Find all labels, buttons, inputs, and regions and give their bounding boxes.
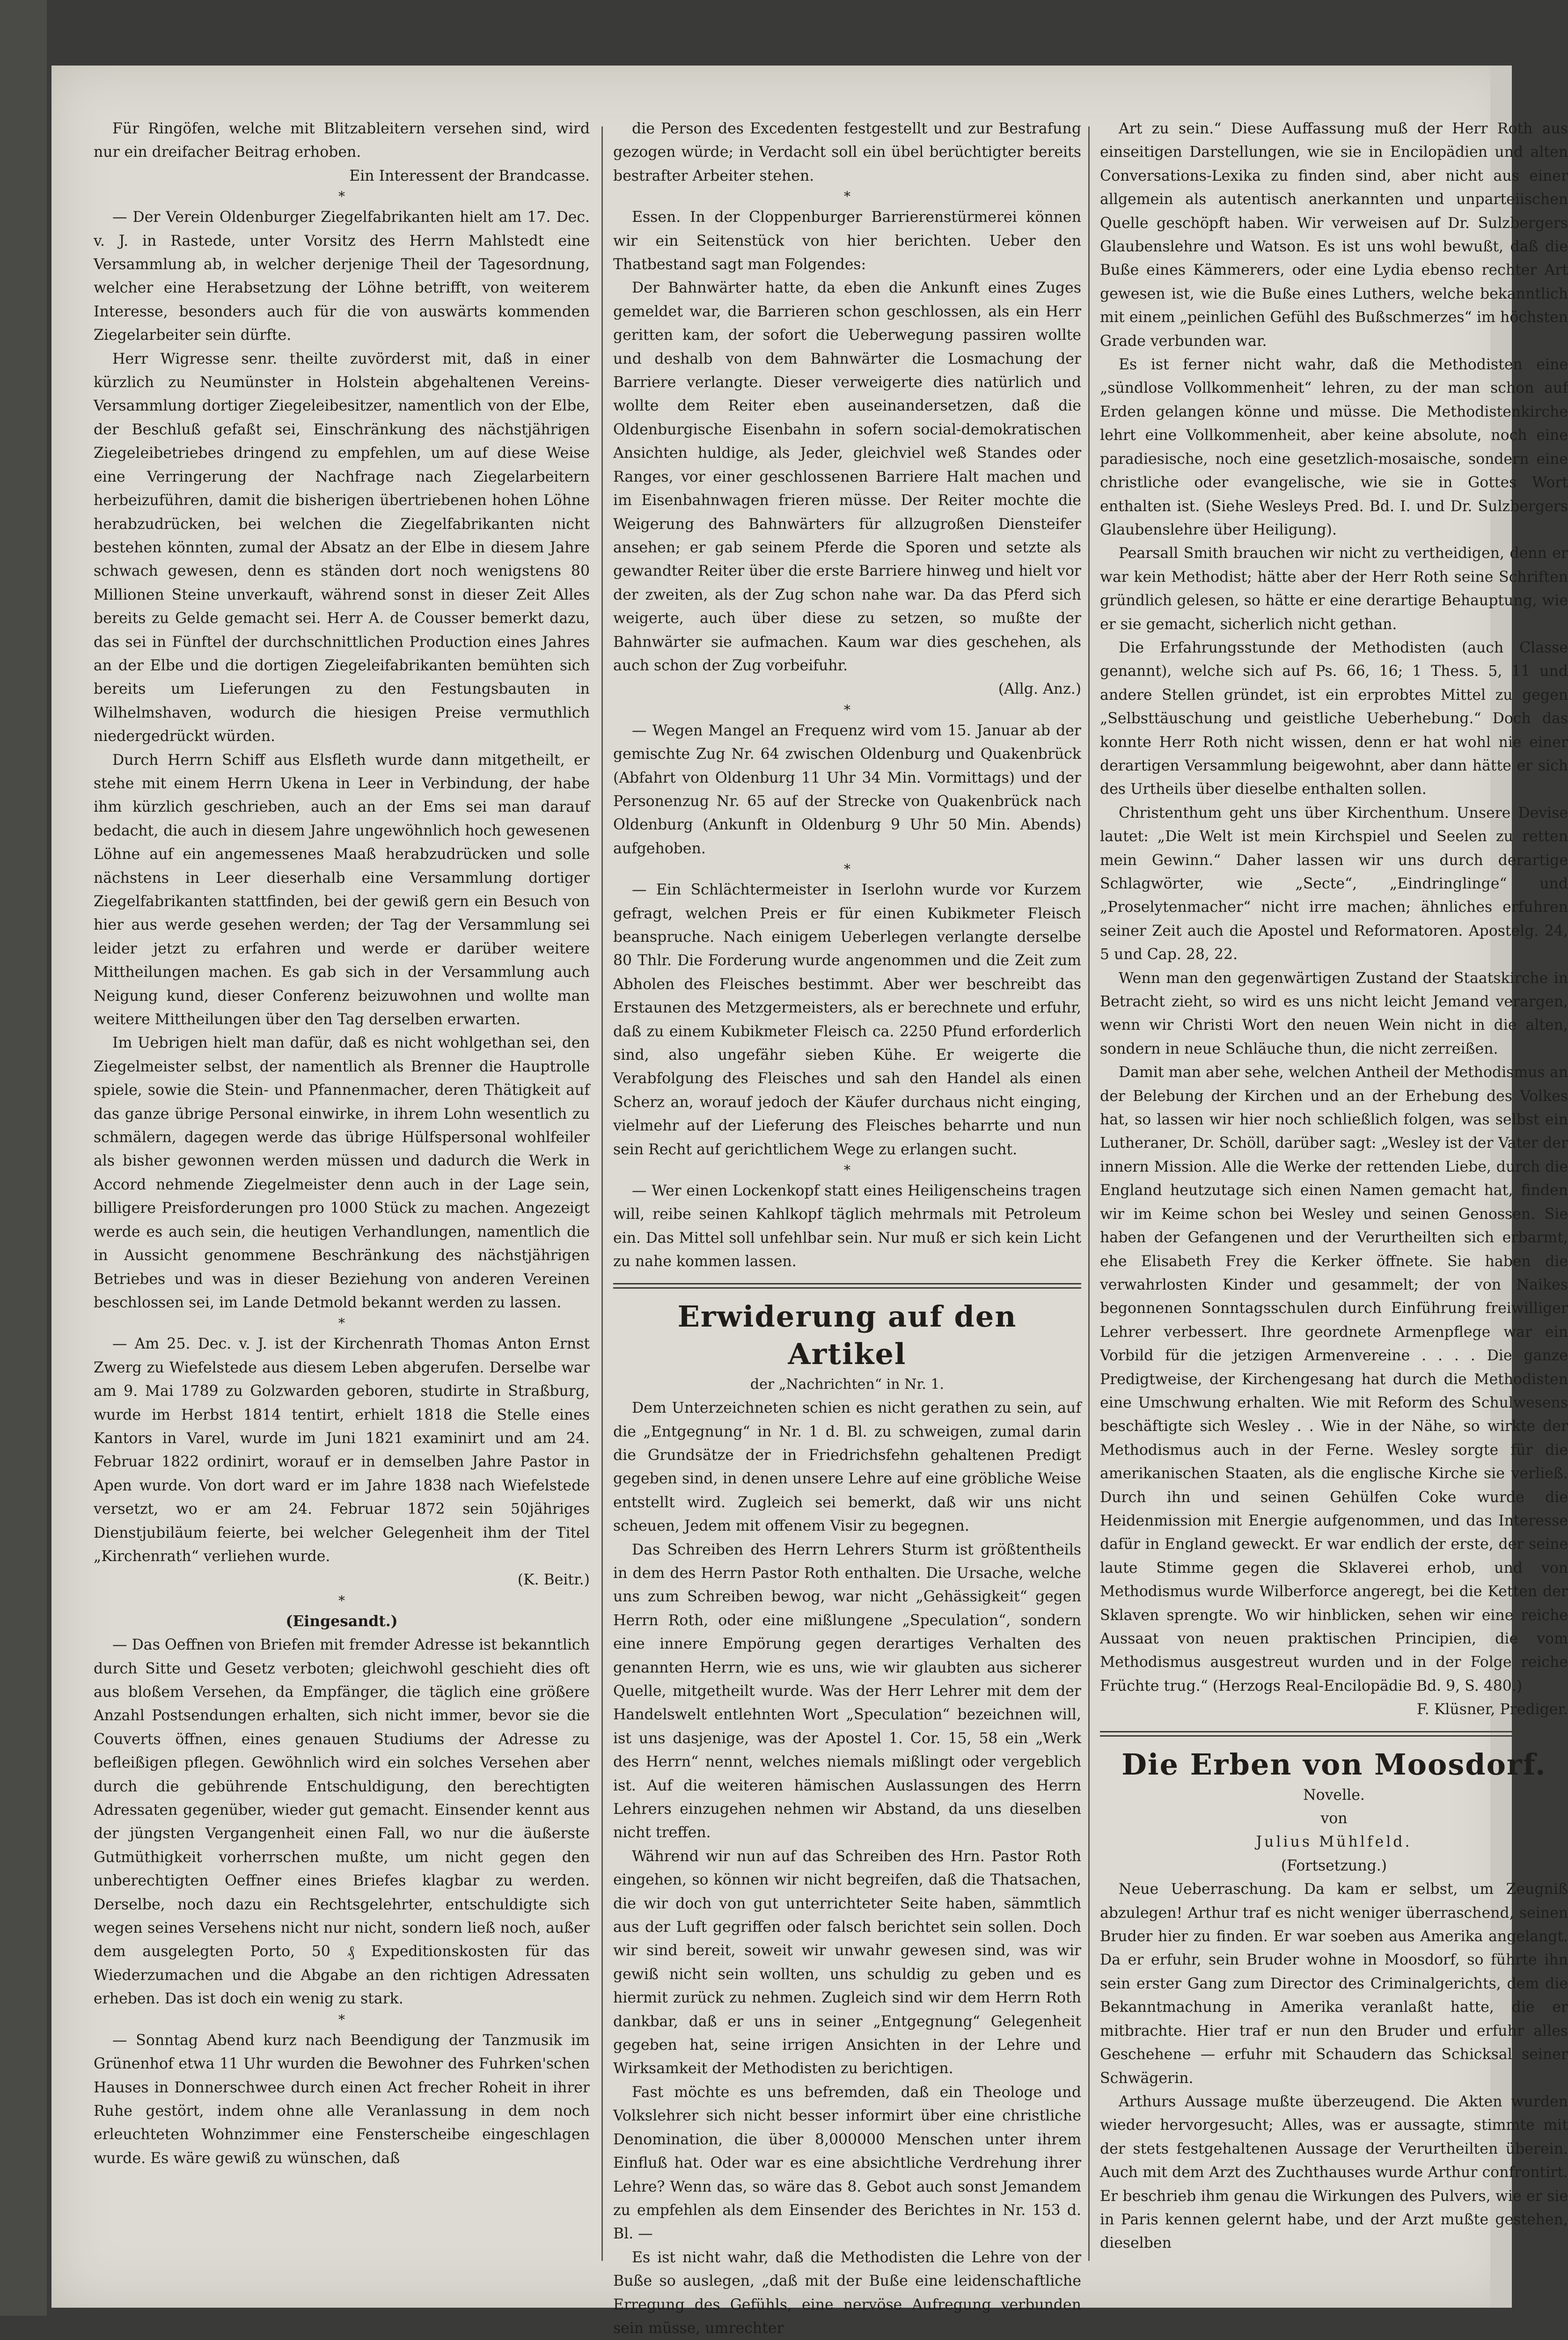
serial-by: von xyxy=(1320,1810,1348,1827)
paragraph: Im Uebrigen hielt man dafür, daß es nicht wohlgethan sei, den Ziegelmeister selbst, der namentlich als Brenner die Hauptrolle spiele, sowie die Stein- und Pfannenmacher, deren Thätigkeit auf das ganze übrige Personal einwirke, in ihrem Lohn wesentlich zu schmälern, dagegen werde das übrige Hülfspersonal wohlfeiler als bisher gewonnen werden müssen und dadurch die Werk in Accord nehmende Ziegelmeister denn auch in der Lage sein, billigere Preisforderungen pro 1000 Stück zu machen. Angezeigt werde es auch sein, die heutigen Verhandlungen, namentlich die in Aussicht genommene Beschränkung des nächstjährigen Betriebes und was in dieser Beziehung von anderen Vereinen beschlossen sei, im Lande Detmold bekannt werden zu lassen. xyxy=(94,1034,590,1311)
paragraph: Während wir nun auf das Schreiben des Hrn. Pastor Roth eingehen, so können wir nicht begreifen, daß die Thatsachen, die wir doch von gut unterrichteter Seite haben, sämmtlich aus der Luft gegriffen oder falsch berichtet sein sollen. Doch wir sind bereit, soweit wir unwahr gewesen sind, was wir gewiß nicht sein wollten, uns schuldig zu geben und es hiermit zurück zu nehmen. Zugleich sind wir dem Herrn Roth dankbar, daß er uns in seiner „Entgegnung“ Gelegenheit gegeben hat, seine irrigen Ansichten in der Lehre und Wirksamkeit der Methodisten zu berichtigen. xyxy=(613,1848,1081,2077)
serial-genre: Novelle. xyxy=(1303,1786,1365,1804)
serial-author: Julius Mühlfeld. xyxy=(1256,1834,1412,1851)
paragraph: Herr Wigresse senr. theilte zuvörderst mit, daß in einer kürzlich zu Neumünster in Holstein abgehaltenen Vereins-Versammlung dortiger Ziegeleibesitzer, namentlich von der Elbe, der Beschluß gefaßt sei, Einschränkung des nächstjährigen Ziegeleibetriebes dringend zu empfehlen, um auf diese Weise eine Verringerung der Nachfrage nach Ziegelarbeitern herbeizuführen, damit die bisherigen übertriebenen hohen Löhne herabzudrücken, bei welchen die Ziegelfabrikanten nicht bestehen könnten, zumal der Absatz an der Elbe in diesem Jahre schwach gewesen, denn es ständen dort noch wenigstens 80 Millionen Steine unverkauft, während sonst in dieser Zeit Alles bereits zu Gelde gemacht sei. Herr A. de Cousser bemerkt dazu, das sei in Fünftel der durchschnittlichen Production eines Jahres an der Elbe und die dortigen Ziegeleifabrikanten bemühten sich bereits um Lieferungen zu den Festungsbauten in Wilhelmshaven, wodurch die hiesigen Preise vermuthlich niedergedrückt würden. xyxy=(94,350,590,745)
separator-star: * xyxy=(844,189,850,205)
paragraph: Das Schreiben des Herrn Lehrers Sturm ist größtentheils in dem des Herrn Pastor Roth enthalten. Die Ursache, welche uns zum Schreiben bewog, war nicht „Gehässigkeit“ gegen Herrn Roth, oder eine mißlungene „Speculation“, sondern eine innere Empörung gegen derartiges Verhalten des genannten Herrn, wie es uns, wie wir glaubten aus sicherer Quelle, mitgetheilt wurde. Was der Herr Lehrer mit dem der Handelswelt entlehnten Wort „Speculation“ bezeichnen will, ist uns dasjenige, was der Apostel 1. Cor. 15, 58 ein „Werk des Herrn“ nennt, welches niemals mißlingt oder vergeblich ist. Auf die weiteren hämischen Auslassungen des Herrn Lehrers einzugehen nehmen wir Abstand, da uns dieselben nicht treffen. xyxy=(613,1541,1081,1841)
source-citation: (Allg. Anz.) xyxy=(998,681,1081,698)
paragraph: Es ist ferner nicht wahr, daß die Methodisten eine „sündlose Vollkommenheit“ lehren, zu der man schon auf Erden gelangen könne und müsse. Die Methodistenkirche lehrt eine Vollkommenheit, aber keine absolute, noch eine paradiesische, noch eine gesetzlich-mosaische, sondern eine christliche oder evangelische, wie sie in Gottes Wort enthalten ist. (Siehe Wesleys Pred. Bd. I. und Dr. Sulzbergers Glaubenslehre über Heiligung). xyxy=(1100,356,1568,538)
paragraph: Die Erfahrungsstunde der Methodisten (auch Classe genannt), welche sich auf Ps. 66, 16; 1 Thess. 5, 11 und andere Stellen gründet, ist ein erprobtes Mittel zu gegen „Selbsttäuschung und geistliche Ueberhebung.“ Doch das konnte Herr Roth nicht wissen, denn er hat wohl nie einer derartigen Versammlung beigewohnt, aber dann hätte er sich des Urtheils über dieselbe enthalten sollen. xyxy=(1100,639,1568,798)
source-citation: (K. Beitr.) xyxy=(517,1571,590,1589)
serial-continuation: (Fortsetzung.) xyxy=(1281,1857,1387,1874)
paragraph: Pearsall Smith brauchen wir nicht zu vertheidigen, denn er war kein Methodist; hätte aber der Herr Roth seine Schriften gründlich gelesen, so hätte er eine derartige Behauptung, wie er sie gemacht, sicherlich nicht gethan. xyxy=(1100,545,1568,633)
paragraph: Der Bahnwärter hatte, da eben die Ankunft eines Zuges gemeldet war, die Barrieren schon geschlossen, als ein Herr geritten kam, der sofort die Ueberwegung passiren wollte und deshalb von dem Bahnwärter die Losmachung der Barriere verlangte. Dieser verweigerte dies natürlich und wollte dem Reiter eben auseinandersetzen, daß die Oldenburgische Eisenbahn in sofern social-demokratischen Ansichten huldige, als Jeder, gleichviel weß Standes oder Ranges, vor einer geschlossenen Barriere Halt machen und im Eisenbahnwagen frieren müsse. Der Reiter mochte die Weigerung des Bahnwärters für allzugroßen Diensteifer ansehen; er gab seinem Pferde die Sporen und setzte als gewandter Reiter über die erste Barriere hinweg und hielt vor der zweiten, als der Zug schon nahe war. Da das Pferd sich weigerte, auch über diese zu setzen, so mußte der Bahnwärter sie aufmachen. Kaum war dies geschehen, als auch schon der Zug vorbeifuhr. xyxy=(613,279,1081,674)
separator-star: * xyxy=(844,1162,850,1178)
paragraph: Christenthum geht uns über Kirchenthum. Unsere Devise lautet: „Die Welt ist mein Kirchspiel und Seelen zu retten mein Gewinn.“ Daher lassen wir uns durch derartige Schlagwörter, wie „Secte“, „Eindringlinge“ und „Proselytenmacher“ nicht irre machen; ähnliches erfuhren seiner Zeit auch die Apostel und Reformatoren. Apostelg. 24, 5 und Cap. 28, 22. xyxy=(1100,804,1568,963)
separator-star: * xyxy=(844,861,850,877)
paragraph: — Sonntag Abend kurz nach Beendigung der Tanzmusik im Grünenhof etwa 11 Uhr wurden die Bewohner des Fuhrken'schen Hauses in Donnerschwee durch einen Act frecher Roheit in ihrer Ruhe gestört, indem ohne alle Veranlassung in dem noch erleuchteten Wohnzimmer eine Fensterscheibe eingeschlagen wurde. Es wäre gewiß zu wünschen, daß xyxy=(94,2032,590,2167)
paragraph: Neue Ueberraschung. Da kam er selbst, um Zeugniß abzulegen! Arthur traf es nicht weniger überraschend, seinen Bruder hier zu finden. Er war soeben aus Amerika angelangt. Da er erfuhr, sein Bruder wohne in Moosdorf, so führte ihn sein erster Gang zum Director des Criminalgerichts, dem die Bekanntmachung in Amerika veranlaßt hatte, die er mitbrachte. Hier traf er nun den Bruder und erfuhr alles Geschehene — erfuhr mit Schaudern das Schicksal seiner Schwägerin. xyxy=(1100,1881,1568,2087)
paragraph: Damit man aber sehe, welchen Antheil der Methodismus an der Belebung der Kirchen und an der Erhebung des Volkes hat, so lassen wir hier noch schließlich folgen, was selbst ein Lutheraner, Dr. Schöll, darüber sagt: „Wesley ist der Vater der innern Mission. Alle die Werke der rettenden Liebe, durch die England heutzutage sich einen Namen gemacht hat, finden wir im Keime schon bei Wesley und seinen Genossen. Sie haben der Gefangenen und der Verurtheilten sich erbarmt, ehe Elisabeth Frey die Kerker öffnete. Sie haben die verwahrlosten Kinder und gesammelt; der von Naikes begonnenen Sonntagsschulen durch Einführung freiwilliger Lehrer verbessert. Ihre geordnete Armenpflege war ein Vorbild für die jetzigen Armenvereine . . . . Die ganze Predigtweise, der Kirchengesang hat durch die Methodisten eine Umschwung erhalten. Wie mit Reform des Schulwesens beschäftigte sich Wesley . . Wie in der Nähe, so wirkte der Methodismus auch in der Ferne. Wesley sorgte für die amerikanischen Staaten, als die englische Kirche sie verließ. Durch ihn und seinen Gehülfen Coke wurde die Heidenmission mit Energie aufgenommen, und das Interesse dafür in England geweckt. Er war endlich der erste, der seine laute Stimme gegen die Sklaverei erhob, und von Methodismus wurde Wilberforce angeregt, bei die Ketten der Sklaven sprengte. Wo wir hinblicken, sehen wir eine reiche Aussaat von neuen praktischen Principien, die vom Methodismus ausgestreut wurden und in der Folge reiche Früchte trug.“ (Herzogs Real-Encilopädie Bd. 9, S. 480.) xyxy=(1100,1064,1568,1694)
article-subtitle: der „Nachrichten“ in Nr. 1. xyxy=(750,1376,945,1393)
separator-star: * xyxy=(338,189,345,205)
serial-title: Die Erben von Moosdorf. xyxy=(1121,1747,1546,1782)
paragraph: — Ein Schlächtermeister in Iserlohn wurde vor Kurzem gefragt, welchen Preis er für einen Kubikmeter Fleisch beanspruche. Nach einigem Ueberlegen verlangte derselbe 80 Thlr. Die Forderung wurde angenommen und die Zeit zum Abholen des Fleisches bestimmt. Aber wer beschreibt das Erstaunen des Metzgermeisters, als er berechnete und erfuhr, daß zu einem Kubikmeter Fleisch ca. 2250 Pfund erforderlich sind, also ungefähr sieben Kühe. Er weigerte die Verabfolgung des Fleisches und sah den Handel als einen Scherz an, worauf jedoch der Käufer durchaus nicht einging, vielmehr auf der Lieferung des Fleisches beharrte und nun sein Recht auf gerichtlichem Wege zu erlangen sucht. xyxy=(613,881,1081,1158)
paragraph: Es ist nicht wahr, daß die Methodisten die Lehre von der Buße so auslegen, „daß mit der Buße eine leidenschaftliche Erregung des Gefühls, eine nervöse Aufregung verbunden sein müsse, umrechter xyxy=(613,2249,1081,2337)
column-rule-2 xyxy=(1088,126,1090,2261)
newspaper-page xyxy=(51,66,1568,2337)
separator-star: * xyxy=(338,1592,345,1608)
section-divider xyxy=(1100,1731,1568,1737)
paragraph: — Das Oeffnen von Briefen mit fremder Adresse ist bekanntlich durch Sitte und Gesetz verboten; gleichwohl geschieht dies oft aus bloßem Versehen, da Empfänger, die täglich eine größere Anzahl Postsendungen erhalten, sich nicht immer, bevor sie die Couverts öffnen, eines genauen Studiums der Adresse zu befleißigen pflegen. Gewöhnlich wird ein solches Versehen aber durch die gebührende Entschuldigung, den berechtigten Adressaten gegenüber, wieder gut gemacht. Einsender kennt aus der jüngsten Vergangenheit einen Fall, wo nur die äußerste Gutmüthigkeit vorherrschen mußte, um nicht gegen den unberechtigten Oeffner eines Briefes klagbar zu werden. Derselbe, noch dazu ein Rechtsgelehrter, entschuldigte sich wegen seines Versehens nicht nur nicht, sondern ließ noch, außer dem ausgelegten Porto, 50 ₰ Expeditionskosten für das Wiederzumachen und die Abgabe an den richtigen Adressaten erheben. Das ist doch ein wenig zu stark. xyxy=(94,1636,590,2008)
paragraph: Essen. In der Cloppenburger Barrierenstürmerei können wir ein Seitenstück von hier berichten. Ueber den Thatbestand sagt man Folgendes: xyxy=(613,209,1081,273)
paragraph: Durch Herrn Schiff aus Elsfleth wurde dann mitgetheilt, er stehe mit einem Herrn Ukena in Leer in Verbindung, der habe ihm kürzlich geschrieben, auch an der Ems sei man darauf bedacht, die auch in diesem Jahre ungewöhnlich hoch gewesenen Löhne auf ein angemessenes Maaß herabzudrücken und solle nächstens in Leer dieserhalb eine Versammlung dortiger Ziegelfabrikanten stattfinden, bei der gewiß gern ein Besuch von hier aus werde gesehen werden; der Tag der Versammlung sei leider jetzt zu erfahren und werde er darüber weitere Mittheilungen machen. Es gab sich in der Versammlung auch Neigung kund, dieser Conferenz beizuwohnen und wollte man weitere Mittheilungen über den Tag derselben erwarten. xyxy=(94,751,590,1028)
separator-star: * xyxy=(338,1315,345,1331)
paragraph: — Am 25. Dec. v. J. ist der Kirchenrath Thomas Anton Ernst Zwerg zu Wiefelstede aus diesem Leben abgerufen. Derselbe war am 9. Mai 1789 zu Golzwarden geboren, studirte in Straßburg, wurde im Herbst 1814 tentirt, erhielt 1818 die Stelle eines Kantors in Varel, wurde im Juni 1821 examinirt und am 24. Februar 1822 ordinirt, worauf er in demselben Jahre Pastor in Apen wurde. Von dort ward er im Jahre 1838 nach Wiefelstede versetzt, wo er am 24. Februar 1872 sein 50jähriges Dienstjubiläum feierte, bei welcher Gelegenheit ihm der Titel „Kirchenrath“ verliehen wurde. xyxy=(94,1335,590,1565)
section-label: (Eingesandt.) xyxy=(286,1612,398,1630)
column-rule-1 xyxy=(601,126,603,2261)
paragraph: — Wegen Mangel an Frequenz wird vom 15. Januar ab der gemischte Zug Nr. 64 zwischen Oldenburg und Quakenbrück (Abfahrt von Oldenburg 11 Uhr 34 Min. Vormittags) und der Personenzug Nr. 65 auf der Strecke von Quakenbrück nach Oldenburg (Ankunft in Oldenburg 9 Uhr 50 Min. Abends) aufgehoben. xyxy=(613,722,1081,857)
paragraph: Für Ringöfen, welche mit Blitzableitern versehen sind, wird nur ein dreifacher Beitrag erhoben. xyxy=(94,120,590,161)
section-divider xyxy=(613,1283,1081,1289)
column-1 xyxy=(94,117,590,2170)
signature: F. Klüsner, Prediger. xyxy=(1416,1701,1568,1718)
dark-gutter xyxy=(0,0,47,2316)
paragraph: — Wer einen Lockenkopf statt eines Heiligenscheins tragen will, reibe seinen Kahlkopf täglich mehrmals mit Petroleum ein. Das Mittel soll unfehlbar sein. Nur muß er sich kein Licht zu nahe kommen lassen. xyxy=(613,1182,1081,1270)
paragraph: die Person des Excedenten festgestellt und zur Bestrafung gezogen würde; in Verdacht soll ein übel berüchtigter bereits bestrafter Arbeiter stehen. xyxy=(613,120,1081,184)
paragraph: Fast möchte es uns befremden, daß ein Theologe und Volkslehrer sich nicht besser informirt über eine christliche Denomination, die über 8,000000 Menschen unter ihrem Einfluß hat. Oder war es eine absichtliche Verdrehung ihrer Lehre? Wenn das, so wäre das 8. Gebot auch sonst Jemandem zu empfehlen als dem Einsender des Berichtes in Nr. 153 d. Bl. — xyxy=(613,2083,1081,2243)
paragraph: — Der Verein Oldenburger Ziegelfabrikanten hielt am 17. Dec. v. J. in Rastede, unter Vorsitz des Herrn Mahlstedt eine Versammlung ab, in welcher derjenige Theil der Tagesordnung, welcher eine Herabsetzung der Löhne betrifft, von weiterem Interesse, besonders auch für die von auswärts kommenden Ziegelarbeiter sein dürfte. xyxy=(94,209,590,344)
separator-star: * xyxy=(844,702,850,718)
signature: Ein Interessent der Brandcasse. xyxy=(349,167,590,184)
paragraph: Arthurs Aussage mußte überzeugend. Die Akten wurden wieder hervorgesucht; Alles, was er aussagte, stimmte mit der stets festgehaltenen Aussage der Verurtheilten überein. Auch mit dem Arzt des Zuchthauses wurde Arthur confrontirt. Er beschrieb ihm genau die Wirkungen des Pulvers, wie er sie in Paris kennen gelernt habe, und der Arzt mußte gestehen, dieselben xyxy=(1100,2093,1568,2252)
paragraph: Dem Unterzeichneten schien es nicht gerathen zu sein, auf die „Entgegnung“ in Nr. 1 d. Bl. zu schweigen, zumal darin die Grundsätze der in Friedrichsfehn gehaltenen Predigt gegeben sind, in denen unsere Lehre auf eine gröbliche Weise entstellt wird. Zugleich sei bemerkt, daß wir uns nicht scheuen, Jedem mit offenem Visir zu begegnen. xyxy=(613,1400,1081,1535)
column-2 xyxy=(613,117,1081,2340)
paragraph: Art zu sein.“ Diese Auffassung muß der Herr Roth aus einseitigen Darstellungen, wie sie in Encilopädien und alten Conversations-Lexika zu finden sind, aber nicht aus einer allgemein als autentisch anerkannten und unparteiischen Quelle geschöpft haben. Wir verweisen auf Dr. Sulzbergers Glaubenslehre und Watson. Es ist uns wohl bewußt, daß die Buße eines Kämmerers, oder eine Lydia ebenso rechter Art gewesen ist, wie die Buße eines Luthers, welche bekanntlich mit einem „peinlichen Gefühl des Bußschmerzes“ im höchsten Grade verbunden war. xyxy=(1100,120,1568,350)
paragraph: Wenn man den gegenwärtigen Zustand der Staatskirche in Betracht zieht, so wird es uns nicht leicht Jemand verargen, wenn wir Christi Wort den neuen Wein nicht in die alten, sondern in neue Schläuche thun, die nicht zerreißen. xyxy=(1100,969,1568,1057)
article-title: Erwiderung auf den Artikel xyxy=(677,1299,1017,1371)
separator-star: * xyxy=(338,2011,345,2027)
column-3 xyxy=(1100,117,1568,2255)
